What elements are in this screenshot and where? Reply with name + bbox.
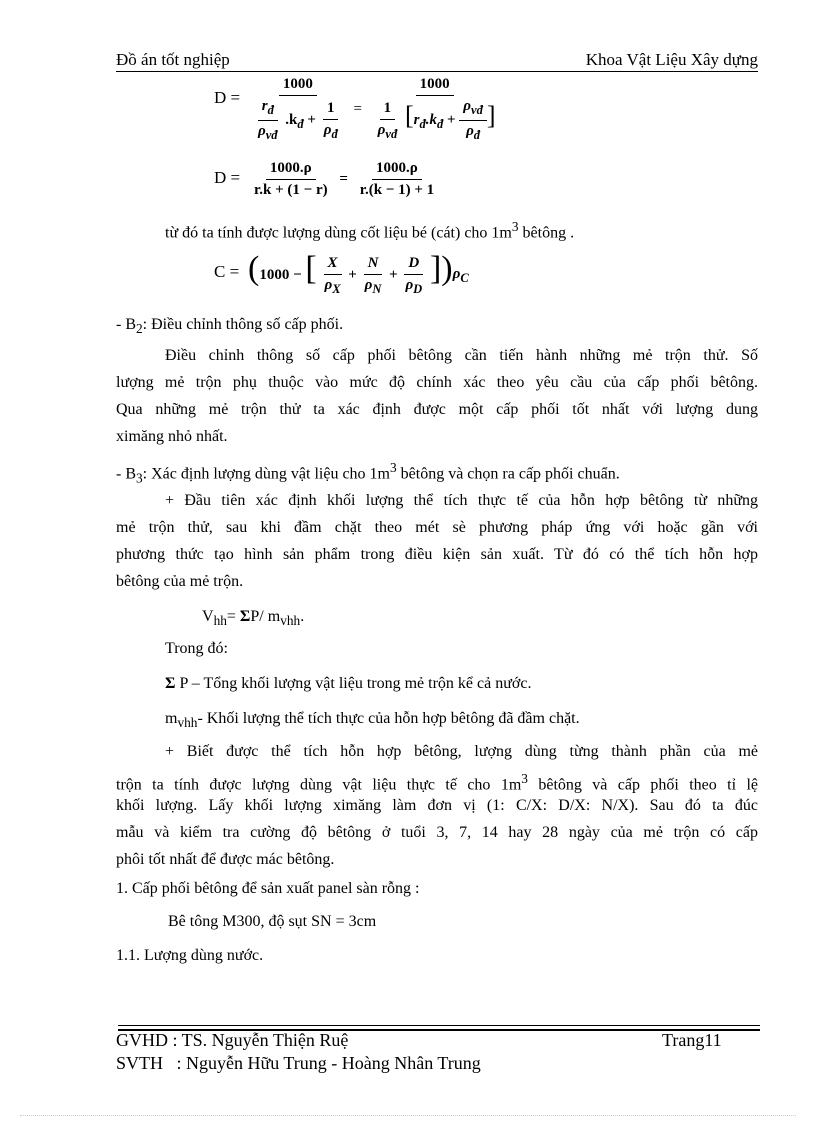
para3-line4: mẫu và kiểm tra cường độ bêtông ở tuổi 3, 7, 14 hay 28 ngày của mẻ trộn có cấp [116, 824, 758, 841]
step-b2: - $B_2$: Điều chỉnh thông số cấp phối. [116, 316, 344, 337]
para1-line3: Qua những mẻ trộn thử ta xác định được một cấp phối tốt nhất với lượng dung [116, 401, 758, 418]
footer-divider-thin [118, 1025, 760, 1026]
equation-c: (1000 − [ $\frac{X}{\rho_X}$ + $\frac{N}{\rho_N}$ + $\frac{D}{\rho_D}$ ])$\rho_C$ [248, 250, 469, 296]
formula-vhh: $V_{hh}= \Sigma P/$ $m_{vhh}$. [202, 608, 305, 629]
para3-line1: + Biết được thể tích hỗn hợp bêtông, lượng dùng từng thành phần của mẻ [165, 743, 758, 760]
equation-d2-num2: 1000.ρ [372, 160, 422, 180]
header-divider [116, 71, 758, 72]
equation-d2-den1: r.k + (1 − r) [254, 182, 328, 198]
para1-line4: ximăng nhỏ nhất. [116, 428, 228, 445]
equation-d2-den2: r.(k − 1) + 1 [359, 182, 435, 198]
equation-d1-rhs-num: 1000 [416, 76, 454, 96]
equation-d2-num1: 1000.ρ [266, 160, 316, 180]
equation-d1: 1000 $\frac{r_đ}{\rho_{vđ}}$ $.k_đ$ + $\frac{1}{\rho_đ}$ = 1000 $\frac{1}{\rho_{vđ}}$ [$r_đ.k_đ$ + $\frac{\rho_{vđ}}{\rho_đ}$ ] [258, 76, 496, 142]
footer-supervisor: GVHD : TS. Nguyễn Thiện Ruệ [116, 1030, 349, 1050]
text-after-d: từ đó ta tính được lượng dùng cốt liệu bé (cát) cho $1m^3$ bêtông . [165, 219, 575, 242]
para3-line3: khối lượng. Lấy khối lượng ximăng làm đơn vị (1: C/X: D/X: N/X). Sau đó ta đúc [116, 797, 758, 814]
section-1-heading: 1. Cấp phối bêtông để sản xuất panel sàn rỗng : [116, 880, 420, 897]
para1-line1: Điều chỉnh thông số cấp phối bêtông cần tiến hành những mẻ trộn thử. Số [165, 347, 758, 364]
equation-d2: $\frac{1000.\rho}{r.k + (1 - r)}$ = $\frac{1000.\rho}{r.(k - 1) + 1}$ [250, 160, 438, 199]
def-m-vhh: $m_{vhh}-$ Khối lượng thể tích thực của hỗn hợp bêtông đã đầm chặt. [165, 710, 580, 731]
header-right: Khoa Vật Liệu Xây dựng [585, 50, 758, 69]
equation-d1-num: 1000 [279, 76, 317, 96]
para2-line1: + Đầu tiên xác định khối lượng thể tích thực tế của hỗn hợp bêtông từ những [165, 492, 758, 509]
para2-line4: bêtông của mẻ trộn. [116, 573, 244, 590]
footer-page-number: Trang11 [662, 1030, 722, 1050]
para2-line3: phương thức tạo hình sản phẩm trong điều kiện sản xuất. Từ đó có thể tích hỗn hợp [116, 546, 758, 563]
trong-do-label: Trong đó: [165, 640, 228, 657]
header-left: Đồ án tốt nghiệp [116, 50, 230, 69]
section-1-1-heading: 1.1. Lượng dùng nước. [116, 947, 264, 964]
para3-line5: phôi tốt nhất để được mác bêtông. [116, 851, 335, 868]
para2-line2: mẻ trộn thử, sau khi đầm chặt theo mét sè phương pháp ứng với hoặc gần với [116, 519, 758, 536]
footer-students: SVTH : Nguyễn Hữu Trung - Hoàng Nhân Trung [116, 1053, 481, 1073]
section-1-concrete-spec: Bê tông M300, độ sụt SN = 3cm [168, 913, 377, 930]
equation-c-label: C = [214, 262, 240, 281]
def-sigma-p: Σ P – Tổng khối lượng vật liệu trong mẻ trộn kể cả nước. [165, 675, 532, 692]
step-b3: - $B_3$: Xác định lượng dùng vật liệu cho $1m^3$ bêtông và chọn ra cấp phối chuẩn. [116, 460, 620, 486]
equation-d2-label: D = [214, 168, 241, 187]
page-bottom-edge [20, 1115, 796, 1116]
para3-line2: trộn ta tính được lượng dùng vật liệu thực tế cho $1m^3$ bêtông và cấp phối theo tỉ lệ [116, 771, 759, 794]
para1-line2: lượng mẻ trộn phụ thuộc vào mức độ chính xác theo yêu cầu của cấp phối bêtông. [116, 374, 758, 391]
equation-d1-label: D = [214, 88, 241, 107]
